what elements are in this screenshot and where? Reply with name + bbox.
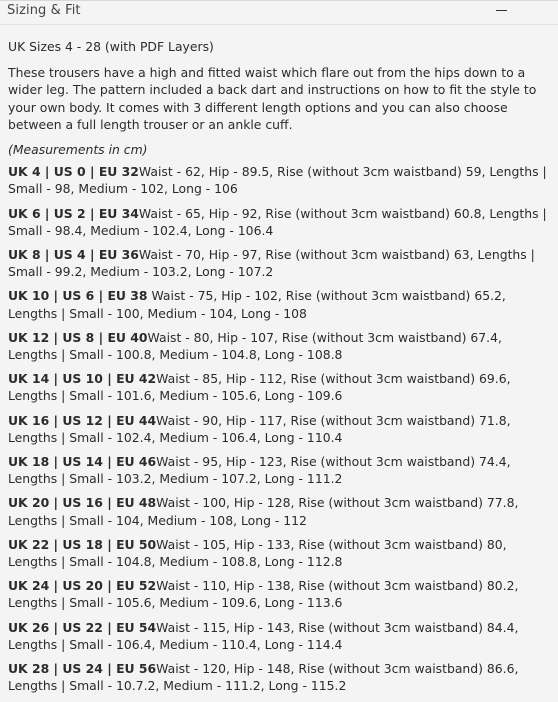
size-entry	[8, 412, 553, 446]
size-entry	[8, 453, 553, 487]
size-label: UK 6 | US 2 | EU 34	[8, 205, 139, 221]
size-measurements: Waist - 65, Hip - 92, Rise (without 3cm waistband) 60.8, Lengths | Small - 98.4, Medium - 102.4, Long - 106.4	[8, 205, 547, 238]
size-range-subtitle: UK Sizes 4 - 28 (with PDF Layers)	[8, 39, 214, 54]
size-label: UK 4 | US 0 | EU 32	[8, 164, 139, 180]
size-measurements: Waist - 100, Hip - 128, Rise (without 3cm waistband) 77.8, Lengths | Small - 104, Medium - 108, Long - 112	[8, 495, 519, 528]
accordion-content	[8, 38, 553, 702]
size-measurements: Waist - 120, Hip - 148, Rise (without 3cm waistband) 86.6, Lengths | Small - 10.7.2, Medium - 111.2, Long - 115.2	[8, 661, 519, 694]
size-entry	[8, 536, 553, 570]
size-entry	[8, 370, 553, 404]
size-label: UK 8 | US 4 | EU 36	[8, 247, 139, 263]
size-measurements: Waist - 80, Hip - 107, Rise (without 3cm waistband) 67.4, Lengths | Small - 100.8, Medium - 104.8, Long - 108.8	[8, 329, 502, 363]
header-divider	[0, 24, 558, 25]
size-measurements: Waist - 90, Hip - 117, Rise (without 3cm waistband) 71.8, Lengths | Small - 102.4, Medium - 106.4, Long - 110.4	[8, 412, 511, 445]
size-entry	[8, 287, 553, 321]
accordion-title: Sizing & Fit	[7, 3, 81, 18]
size-entry	[8, 494, 553, 528]
size-list	[8, 163, 553, 694]
size-label: UK 20 | US 16 | EU 48	[8, 495, 157, 511]
minus-icon[interactable]	[496, 10, 507, 11]
size-label: UK 28 | US 24 | EU 56	[8, 661, 157, 677]
size-label: UK 18 | US 14 | EU 46	[8, 454, 157, 470]
size-entry	[8, 246, 553, 280]
size-entry	[8, 660, 553, 694]
size-entry	[8, 205, 553, 239]
size-measurements: Waist - 75, Hip - 102, Rise (without 3cm waistband) 65.2, Lengths | Small - 100, Medium - 104, Long - 108	[8, 288, 506, 321]
accordion-header[interactable]	[0, 0, 558, 24]
size-measurements: Waist - 110, Hip - 138, Rise (without 3cm waistband) 80.2, Lengths | Small - 105.6, Medium - 109.6, Long - 113.6	[8, 578, 519, 611]
size-label: UK 24 | US 20 | EU 52	[8, 578, 157, 594]
size-label: UK 26 | US 22 | EU 54	[8, 619, 157, 635]
size-label: UK 16 | US 12 | EU 44	[8, 412, 157, 428]
size-label: UK 14 | US 10 | EU 42	[8, 371, 157, 387]
size-entry	[8, 163, 553, 197]
size-entry	[8, 329, 553, 363]
size-measurements: Waist - 85, Hip - 112, Rise (without 3cm waistband) 69.6, Lengths | Small - 101.6, Medium - 105.6, Long - 109.6	[8, 371, 511, 404]
size-label: UK 12 | US 8 | EU 40	[8, 329, 148, 345]
size-measurements: Waist - 105, Hip - 133, Rise (without 3cm waistband) 80, Lengths | Small - 104.8, Medium - 108.8, Long - 112.8	[8, 536, 507, 570]
size-entry	[8, 619, 553, 653]
size-measurements: Waist - 62, Hip - 89.5, Rise (without 3cm waistband) 59, Lengths | Small - 98, Medium - 102, Long - 106	[8, 164, 547, 197]
size-label: UK 22 | US 18 | EU 50	[8, 536, 157, 552]
measurement-note: (Measurements in cm)	[8, 142, 148, 158]
size-measurements: Waist - 70, Hip - 97, Rise (without 3cm waistband) 63, Lengths | Small - 99.2, Medium - 103.2, Long - 107.2	[8, 247, 535, 280]
size-entry	[8, 577, 553, 611]
size-measurements: Waist - 115, Hip - 143, Rise (without 3cm waistband) 84.4, Lengths | Small - 106.4, Medium - 110.4, Long - 114.4	[8, 619, 519, 652]
product-description: These trousers have a high and fitted waist which flare out from the hips down to a wider leg. The pattern included a back dart and instructions on how to fit the style to your own body. It comes with 3 different length options and you can also choose between a full length trouser or an ankle cuff.	[8, 65, 537, 132]
size-label: UK 10 | US 6 | EU 38	[8, 288, 148, 304]
size-measurements: Waist - 95, Hip - 123, Rise (without 3cm waistband) 74.4, Lengths | Small - 103.2, Medium - 107.2, Long - 111.2	[8, 454, 511, 487]
